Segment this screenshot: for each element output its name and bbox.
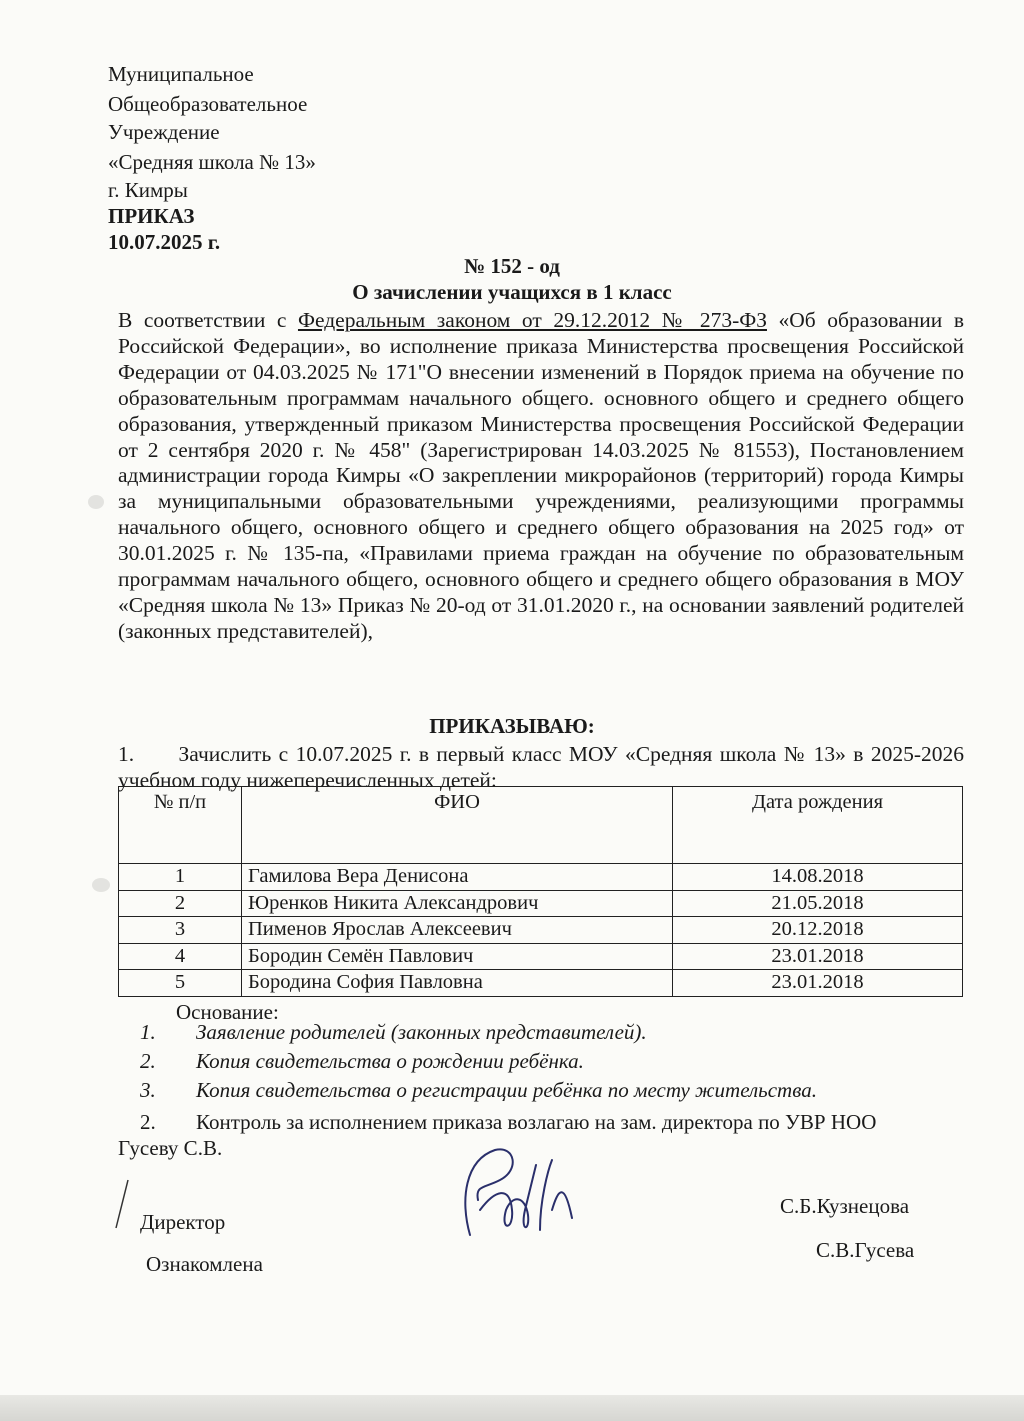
table-row [119, 890, 963, 917]
doc-title: О зачислении учащихся в 1 класс [352, 280, 672, 304]
preamble-pre: В соответствии с [118, 308, 298, 332]
org-city: г. Кимры [108, 178, 188, 202]
list-item [140, 1018, 1000, 1047]
cell-num: 2 [119, 890, 242, 917]
header-num: № п/п [119, 787, 242, 864]
cell-num: 1 [119, 864, 242, 891]
scan-artifact [88, 495, 104, 509]
doc-date: 10.07.2025 г. [108, 230, 221, 254]
cell-fio: Гамилова Вера Денисона [242, 864, 673, 891]
header-birthdate: Дата рождения [673, 787, 963, 864]
item-2 [140, 1108, 1000, 1137]
cell-fio: Бородин Семён Павлович [242, 943, 673, 970]
cell-birthdate: 14.08.2018 [673, 864, 963, 891]
slash-mark-icon [112, 1178, 132, 1230]
cell-fio: Юренков Никита Александрович [242, 890, 673, 917]
director-signature [440, 1140, 580, 1245]
table-header-row [119, 787, 963, 864]
director-name: С.Б.Кузнецова [780, 1194, 910, 1218]
cell-birthdate: 20.12.2018 [673, 917, 963, 944]
preamble [118, 308, 964, 645]
org-line-4: «Средняя школа № 13» [108, 150, 316, 174]
cell-birthdate: 21.05.2018 [673, 890, 963, 917]
list-item [140, 1047, 1000, 1076]
org-line-3: Учреждение [108, 120, 220, 144]
item-2-text: Контроль за исполнением приказа возлагаю на зам. директора по УВР НОО [196, 1110, 877, 1134]
table-row [119, 864, 963, 891]
preamble-text: «Об образовании в Российской Федерации», во исполнение приказа Министерства просвещения Российской Федерации от 04.03.2025 № 171"О внесении изменений в Порядок приема на обучение по образовательным программам начального общего. основного общего и среднего общего образования, утвержденный приказом Министерства просвещения Российской Федерации от 2 сентября 2020 г. № 458" (Зарегистрирован 14.03.2025 № 81553), Постановлением администрации города Кимры «О закреплении микрорайонов (территорий) города Кимры за муниципальными образовательными учреждениями, реализующими программы начального общего, основного общего и среднего общего образования на 2025 год» от 30.01.2025 г. № 135-па, «Правилами приема граждан на обучение по образовательным программам начального общего, основного общего и среднего общего образования в МОУ «Средняя школа № 13» Приказ № 20-од от 31.01.2020 г., на основании заявлений родителей (законных представителей), [118, 308, 964, 643]
pupils-table [118, 786, 963, 997]
basis-label: Основание: [176, 1000, 279, 1024]
list-item [140, 1108, 1000, 1137]
item-2-continuation: Гусеву С.В. [118, 1136, 223, 1160]
org-line-1: Муниципальное [108, 62, 254, 86]
table-row [119, 917, 963, 944]
law-link: Федеральным законом от 29.12.2012 № 273-ФЗ [297, 308, 767, 332]
director-label: Директор [140, 1210, 226, 1234]
order-word: ПРИКАЗЫВАЮ: [429, 714, 595, 738]
cell-fio: Пименов Ярослав Алексеевич [242, 917, 673, 944]
scan-artifact [92, 878, 110, 892]
cell-birthdate: 23.01.2018 [673, 970, 963, 997]
item-1-number: 1. [118, 742, 135, 766]
doc-type: ПРИКАЗ [108, 204, 195, 228]
org-line-2: Общеобразовательное [108, 92, 308, 116]
cell-num: 5 [119, 970, 242, 997]
basis-item-number: 1. [140, 1020, 156, 1044]
basis-list [140, 1018, 1000, 1105]
table-row [119, 943, 963, 970]
item-1-text: Зачислить с 10.07.2025 г. в первый класс МОУ «Средняя школа № 13» в 2025-2026 учебном году нижеперечисленных детей: [118, 742, 965, 792]
acknowledged-label: Ознакомлена [146, 1252, 263, 1276]
acknowledged-name: С.В.Гусева [816, 1238, 915, 1262]
header-fio: ФИО [242, 787, 673, 864]
cell-fio: Бородина София Павловна [242, 970, 673, 997]
cell-birthdate: 23.01.2018 [673, 943, 963, 970]
item-2-number: 2. [140, 1110, 156, 1134]
scan-edge [0, 1395, 1024, 1421]
basis-item-number: 3. [140, 1078, 156, 1102]
doc-number: № 152 - од [464, 254, 560, 278]
cell-num: 4 [119, 943, 242, 970]
basis-item-text: Заявление родителей (законных представителей). [196, 1020, 647, 1044]
cell-num: 3 [119, 917, 242, 944]
basis-item-text: Копия свидетельства о рождении ребёнка. [196, 1049, 584, 1073]
basis-item-number: 2. [140, 1049, 156, 1073]
list-item [140, 1076, 1000, 1105]
table-row [119, 970, 963, 997]
basis-item-text: Копия свидетельства о регистрации ребёнка по месту жительства. [196, 1078, 817, 1102]
